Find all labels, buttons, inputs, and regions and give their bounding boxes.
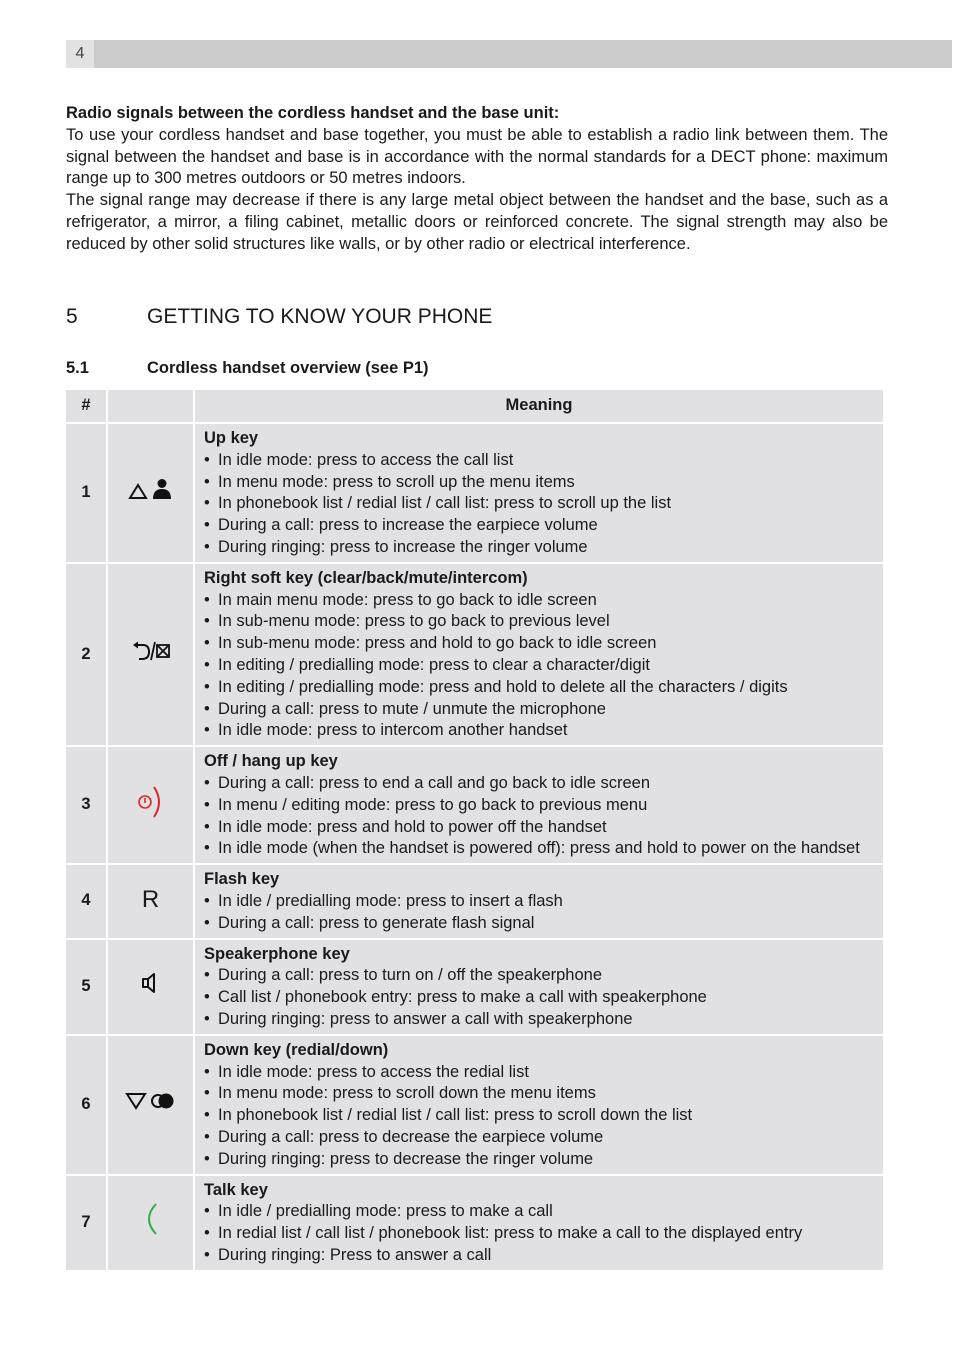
speakerphone-key-icon <box>139 971 163 1002</box>
list-item <box>204 677 874 699</box>
key-icon-cell <box>108 865 193 937</box>
list-item-text: During ringing: press to answer a call with speakerphone <box>218 1009 633 1028</box>
list-item <box>204 913 874 935</box>
table-header-row <box>66 390 883 422</box>
key-number-label: 1 <box>81 482 91 501</box>
list-item <box>204 537 874 559</box>
list-item <box>204 795 874 817</box>
intro-section <box>66 103 888 256</box>
list-item-text: In editing / predialling mode: press and hold to delete all the characters / digits <box>218 677 788 696</box>
list-item <box>204 817 874 839</box>
list-item <box>204 1009 874 1031</box>
list-item-text: In idle mode: press to intercom another handset <box>218 721 568 740</box>
list-item <box>204 838 874 860</box>
list-item-text: During ringing: Press to answer a call <box>218 1245 492 1264</box>
flash-key-icon: R <box>141 885 160 913</box>
list-item-text: During a call: press to mute / unmute the microphone <box>218 699 606 718</box>
bullet: • <box>204 773 210 792</box>
off-hang-up-key-icon <box>134 784 168 827</box>
key-meaning <box>195 424 883 562</box>
bullet: • <box>204 1062 210 1081</box>
subsection-title: Cordless handset overview (see P1) <box>147 359 429 377</box>
list-item-text: In idle / predialling mode: press to insert a flash <box>218 891 563 910</box>
list-item <box>204 1245 874 1267</box>
list-item <box>204 590 874 612</box>
table-row-2 <box>66 564 883 745</box>
table-row-4 <box>66 865 883 937</box>
section-number: 5 <box>66 305 78 328</box>
list-item <box>204 450 874 472</box>
list-item-text: In menu / editing mode: press to go back to previous menu <box>218 795 648 814</box>
key-title: Talk key <box>204 1180 268 1199</box>
list-item-text: During ringing: press to increase the ringer volume <box>218 537 588 556</box>
list-item <box>204 1149 874 1171</box>
intro-paragraph-1: To use your cordless handset and base together, you must be able to establish a radio link between them. The signal between the handset and base is in accordance with the normal standards for a DECT phone: maximum range up to 300 metres outdoors or 50 metres indoors. <box>66 125 888 188</box>
list-item <box>204 1127 874 1149</box>
bullet: • <box>204 634 210 653</box>
bullet: • <box>204 612 210 631</box>
key-number-label: 4 <box>81 891 91 910</box>
bullet: • <box>204 721 210 740</box>
key-icon-cell <box>108 747 193 863</box>
bullet: • <box>204 537 210 556</box>
list-item-text: In menu mode: press to scroll down the menu items <box>218 1084 596 1103</box>
list-item-text: In phonebook list / redial list / call list: press to scroll up the list <box>218 494 672 513</box>
key-meaning <box>195 1176 883 1270</box>
key-number <box>66 865 106 937</box>
list-item-text: In phonebook list / redial list / call list: press to scroll down the list <box>218 1106 693 1125</box>
key-meaning <box>195 1036 883 1174</box>
bullet: • <box>204 677 210 696</box>
key-icon-cell <box>108 1036 193 1174</box>
key-overview-table <box>64 388 885 1272</box>
key-number-label: 3 <box>81 795 91 814</box>
bullet: • <box>204 472 210 491</box>
list-item-text: During a call: press to turn on / off the speakerphone <box>218 966 603 985</box>
list-item <box>204 987 874 1009</box>
list-item-text: In sub-menu mode: press and hold to go back to idle screen <box>218 634 657 653</box>
key-icon-cell <box>108 940 193 1034</box>
bullet: • <box>204 795 210 814</box>
key-meaning <box>195 747 883 863</box>
list-item <box>204 891 874 913</box>
list-item <box>204 633 874 655</box>
list-item <box>204 1223 874 1245</box>
list-item-text: In idle / predialling mode: press to make a call <box>218 1202 553 1221</box>
key-number-label: 5 <box>81 976 91 995</box>
section-heading <box>66 305 492 329</box>
intro-paragraph-2: The signal range may decrease if there is any large metal object between the handset and the base, such as a refrigerator, a mirror, a filing cabinet, metallic doors or reinforced concrete. The signal strength may also be reduced by other solid structures like walls, or by other radio or electrical interference. <box>66 191 888 253</box>
list-item <box>204 655 874 677</box>
list-item <box>204 515 874 537</box>
subsection-heading <box>66 359 429 378</box>
key-number <box>66 1176 106 1270</box>
page-number: 4 <box>66 40 94 68</box>
header-icon <box>108 390 193 422</box>
list-item-text: During a call: press to end a call and go back to idle screen <box>218 773 650 792</box>
header-number: # <box>66 390 106 422</box>
list-item-text: In menu mode: press to scroll up the menu items <box>218 472 575 491</box>
list-item <box>204 611 874 633</box>
key-meaning <box>195 940 883 1034</box>
up-key-icon <box>126 477 176 508</box>
list-item <box>204 472 874 494</box>
list-item-text: In main menu mode: press to go back to idle screen <box>218 590 597 609</box>
bullet: • <box>204 913 210 932</box>
bullet: • <box>204 1245 210 1264</box>
list-item-text: In redial list / call list / phonebook list: press to make a call to the displayed entry <box>218 1224 803 1243</box>
key-number <box>66 1036 106 1174</box>
bullet: • <box>204 655 210 674</box>
bullet: • <box>204 450 210 469</box>
key-number <box>66 940 106 1034</box>
list-item <box>204 699 874 721</box>
list-item-text: In idle mode (when the handset is powered off): press and hold to power on the handset <box>218 839 860 858</box>
key-icon-cell <box>108 564 193 745</box>
table-row-6 <box>66 1036 883 1174</box>
key-number <box>66 747 106 863</box>
table-row-3 <box>66 747 883 863</box>
key-title: Speakerphone key <box>204 944 350 963</box>
bullet: • <box>204 1224 210 1243</box>
list-item-text: During a call: press to increase the earpiece volume <box>218 516 598 535</box>
key-number-label: 7 <box>81 1212 91 1231</box>
list-item <box>204 1105 874 1127</box>
list-item <box>204 965 874 987</box>
key-title: Down key (redial/down) <box>204 1040 389 1059</box>
list-item-text: In editing / predialling mode: press to clear a character/digit <box>218 655 650 674</box>
bullet: • <box>204 817 210 836</box>
intro-heading: Radio signals between the cordless handset and the base unit: <box>66 104 560 122</box>
key-number-label: 2 <box>81 644 91 663</box>
bullet: • <box>204 839 210 858</box>
bullet: • <box>204 699 210 718</box>
key-title: Off / hang up key <box>204 752 338 771</box>
key-icon-cell <box>108 424 193 562</box>
bullet: • <box>204 966 210 985</box>
key-meaning <box>195 865 883 937</box>
list-item <box>204 1201 874 1223</box>
header-meaning: Meaning <box>195 390 883 422</box>
bullet: • <box>204 1106 210 1125</box>
list-item-text: During ringing: press to decrease the ringer volume <box>218 1149 594 1168</box>
bullet: • <box>204 1202 210 1221</box>
bullet: • <box>204 1127 210 1146</box>
list-item-text: During a call: press to generate flash signal <box>218 913 535 932</box>
list-item-text: In sub-menu mode: press to go back to previous level <box>218 612 610 631</box>
key-title: Flash key <box>204 870 280 889</box>
right-soft-key-icon <box>131 639 171 670</box>
bullet: • <box>204 988 210 1007</box>
list-item-text: During a call: press to decrease the earpiece volume <box>218 1127 604 1146</box>
bullet: • <box>204 516 210 535</box>
subsection-number: 5.1 <box>66 359 89 377</box>
list-item <box>204 773 874 795</box>
key-meaning <box>195 564 883 745</box>
table-row-5 <box>66 940 883 1034</box>
list-item-text: Call list / phonebook entry: press to make a call with speakerphone <box>218 988 707 1007</box>
list-item <box>204 1083 874 1105</box>
list-item-text: In idle mode: press and hold to power off the handset <box>218 817 607 836</box>
list-item <box>204 720 874 742</box>
list-item-text: In idle mode: press to access the call list <box>218 450 514 469</box>
talk-key-icon <box>136 1201 166 1244</box>
bullet: • <box>204 1149 210 1168</box>
key-number <box>66 564 106 745</box>
down-key-icon <box>123 1089 179 1120</box>
bullet: • <box>204 1084 210 1103</box>
page-header-bar <box>66 40 952 68</box>
table-row-7 <box>66 1176 883 1270</box>
list-item <box>204 493 874 515</box>
bullet: • <box>204 494 210 513</box>
key-number <box>66 424 106 562</box>
bullet: • <box>204 590 210 609</box>
key-title: Up key <box>204 429 259 447</box>
section-title: GETTING TO KNOW YOUR PHONE <box>147 305 493 328</box>
key-icon-cell <box>108 1176 193 1270</box>
bullet: • <box>204 1009 210 1028</box>
key-number-label: 6 <box>81 1094 91 1113</box>
list-item <box>204 1062 874 1084</box>
list-item-text: In idle mode: press to access the redial list <box>218 1062 529 1081</box>
table-row-1 <box>66 424 883 562</box>
bullet: • <box>204 891 210 910</box>
key-title: Right soft key (clear/back/mute/intercom) <box>204 568 528 587</box>
